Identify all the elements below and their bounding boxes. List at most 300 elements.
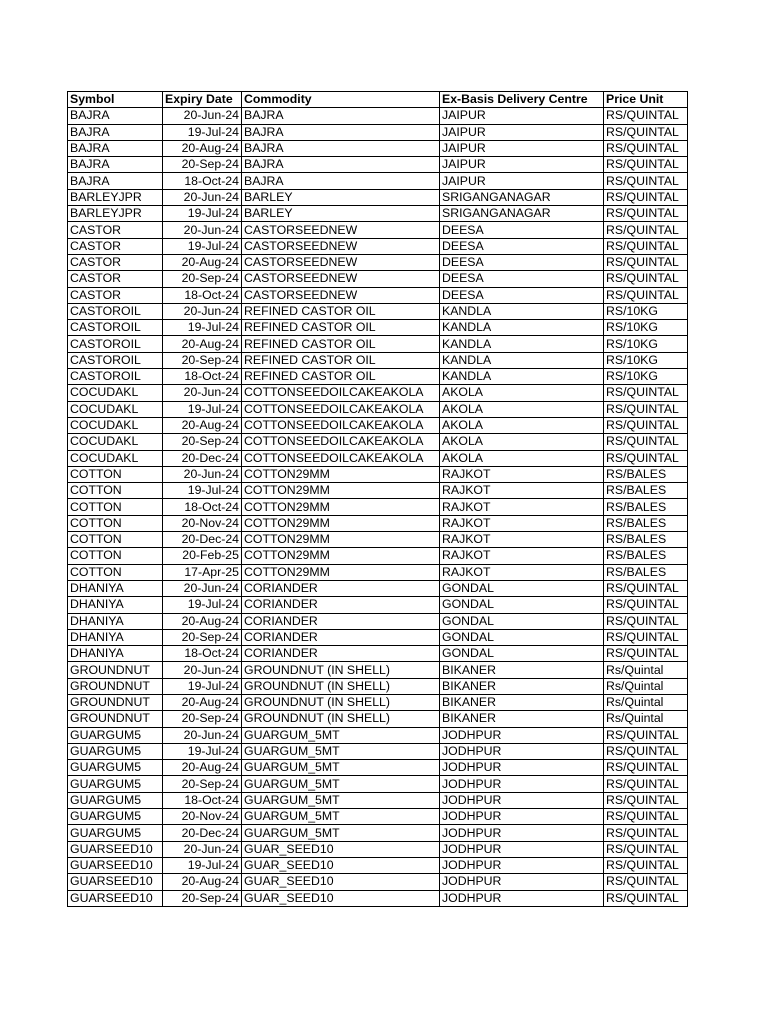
delivery-centre-cell: DEESA xyxy=(440,254,604,270)
table-row xyxy=(68,809,688,825)
table-row xyxy=(68,140,688,156)
expiry-date-cell: 20-Aug-24 xyxy=(163,336,242,352)
price-unit-cell: Rs/Quintal xyxy=(604,662,688,678)
expiry-date-cell: 20-Jun-24 xyxy=(163,662,242,678)
price-unit-cell: Rs/Quintal xyxy=(604,678,688,694)
commodity-cell: COTTON29MM xyxy=(242,564,440,580)
price-unit-cell: RS/QUINTAL xyxy=(604,271,688,287)
table-row xyxy=(68,483,688,499)
commodity-cell: COTTONSEEDOILCAKEAKOLA xyxy=(242,401,440,417)
header-price-unit: Price Unit xyxy=(604,92,688,108)
symbol-cell: BAJRA xyxy=(68,108,163,124)
commodity-cell: GUARGUM_5MT xyxy=(242,760,440,776)
symbol-cell: COCUDAKL xyxy=(68,401,163,417)
table-row xyxy=(68,499,688,515)
commodity-cell: REFINED CASTOR OIL xyxy=(242,369,440,385)
table-row xyxy=(68,515,688,531)
expiry-date-cell: 20-Nov-24 xyxy=(163,809,242,825)
header-expiry-date: Expiry Date xyxy=(163,92,242,108)
expiry-date-cell: 20-Aug-24 xyxy=(163,694,242,710)
delivery-centre-cell: JAIPUR xyxy=(440,173,604,189)
table-row xyxy=(68,580,688,596)
delivery-centre-cell: DEESA xyxy=(440,287,604,303)
commodity-cell: REFINED CASTOR OIL xyxy=(242,336,440,352)
symbol-cell: GROUNDNUT xyxy=(68,694,163,710)
table-row xyxy=(68,694,688,710)
symbol-cell: COCUDAKL xyxy=(68,450,163,466)
price-unit-cell: RS/10KG xyxy=(604,336,688,352)
symbol-cell: CASTOROIL xyxy=(68,352,163,368)
table-header xyxy=(68,92,688,108)
delivery-centre-cell: AKOLA xyxy=(440,385,604,401)
commodity-cell: CORIANDER xyxy=(242,580,440,596)
table-row xyxy=(68,157,688,173)
expiry-date-cell: 20-Sep-24 xyxy=(163,629,242,645)
commodity-cell: REFINED CASTOR OIL xyxy=(242,303,440,319)
table-row xyxy=(68,369,688,385)
commodity-cell: COTTON29MM xyxy=(242,483,440,499)
table-row xyxy=(68,743,688,759)
price-unit-cell: RS/QUINTAL xyxy=(604,417,688,433)
commodity-cell: COTTON29MM xyxy=(242,499,440,515)
delivery-centre-cell: SRIGANGANAGAR xyxy=(440,206,604,222)
table-row xyxy=(68,287,688,303)
price-unit-cell: RS/BALES xyxy=(604,515,688,531)
symbol-cell: DHANIYA xyxy=(68,613,163,629)
table-row xyxy=(68,532,688,548)
commodity-cell: COTTON29MM xyxy=(242,466,440,482)
expiry-date-cell: 18-Oct-24 xyxy=(163,369,242,385)
price-unit-cell: RS/QUINTAL xyxy=(604,401,688,417)
price-unit-cell: RS/QUINTAL xyxy=(604,857,688,873)
delivery-centre-cell: JAIPUR xyxy=(440,124,604,140)
symbol-cell: DHANIYA xyxy=(68,646,163,662)
commodity-cell: COTTON29MM xyxy=(242,515,440,531)
price-unit-cell: RS/BALES xyxy=(604,564,688,580)
delivery-centre-cell: BIKANER xyxy=(440,662,604,678)
delivery-centre-cell: GONDAL xyxy=(440,597,604,613)
symbol-cell: GUARGUM5 xyxy=(68,727,163,743)
commodity-cell: BAJRA xyxy=(242,140,440,156)
delivery-centre-cell: KANDLA xyxy=(440,352,604,368)
symbol-cell: GUARGUM5 xyxy=(68,743,163,759)
symbol-cell: COTTON xyxy=(68,499,163,515)
price-unit-cell: RS/QUINTAL xyxy=(604,776,688,792)
price-unit-cell: RS/QUINTAL xyxy=(604,173,688,189)
commodity-cell: REFINED CASTOR OIL xyxy=(242,352,440,368)
commodity-cell: GUAR_SEED10 xyxy=(242,857,440,873)
symbol-cell: BAJRA xyxy=(68,124,163,140)
delivery-centre-cell: JODHPUR xyxy=(440,776,604,792)
table-row xyxy=(68,320,688,336)
symbol-cell: COCUDAKL xyxy=(68,434,163,450)
delivery-centre-cell: GONDAL xyxy=(440,613,604,629)
price-unit-cell: RS/BALES xyxy=(604,499,688,515)
expiry-date-cell: 19-Jul-24 xyxy=(163,238,242,254)
price-unit-cell: RS/QUINTAL xyxy=(604,825,688,841)
delivery-centre-cell: DEESA xyxy=(440,238,604,254)
expiry-date-cell: 18-Oct-24 xyxy=(163,287,242,303)
commodity-cell: GUARGUM_5MT xyxy=(242,727,440,743)
commodity-cell: GUAR_SEED10 xyxy=(242,874,440,890)
price-unit-cell: RS/10KG xyxy=(604,303,688,319)
commodity-cell: GROUNDNUT (IN SHELL) xyxy=(242,711,440,727)
commodity-cell: GUARGUM_5MT xyxy=(242,743,440,759)
table-row xyxy=(68,108,688,124)
price-unit-cell: RS/QUINTAL xyxy=(604,727,688,743)
symbol-cell: DHANIYA xyxy=(68,629,163,645)
delivery-centre-cell: RAJKOT xyxy=(440,515,604,531)
table-row xyxy=(68,841,688,857)
delivery-centre-cell: JODHPUR xyxy=(440,874,604,890)
price-unit-cell: RS/QUINTAL xyxy=(604,874,688,890)
expiry-date-cell: 20-Aug-24 xyxy=(163,254,242,270)
expiry-date-cell: 20-Sep-24 xyxy=(163,271,242,287)
table-row xyxy=(68,890,688,906)
expiry-date-cell: 20-Dec-24 xyxy=(163,825,242,841)
table-row xyxy=(68,271,688,287)
price-unit-cell: RS/QUINTAL xyxy=(604,809,688,825)
delivery-centre-cell: KANDLA xyxy=(440,336,604,352)
expiry-date-cell: 19-Jul-24 xyxy=(163,320,242,336)
price-unit-cell: RS/BALES xyxy=(604,532,688,548)
symbol-cell: BARLEYJPR xyxy=(68,206,163,222)
expiry-date-cell: 20-Jun-24 xyxy=(163,385,242,401)
delivery-centre-cell: JAIPUR xyxy=(440,108,604,124)
table-row xyxy=(68,613,688,629)
price-unit-cell: RS/QUINTAL xyxy=(604,890,688,906)
commodity-cell: CORIANDER xyxy=(242,646,440,662)
symbol-cell: GUARSEED10 xyxy=(68,841,163,857)
price-unit-cell: RS/QUINTAL xyxy=(604,157,688,173)
price-unit-cell: RS/QUINTAL xyxy=(604,287,688,303)
commodity-cell: GROUNDNUT (IN SHELL) xyxy=(242,662,440,678)
expiry-date-cell: 20-Jun-24 xyxy=(163,222,242,238)
header-commodity: Commodity xyxy=(242,92,440,108)
delivery-centre-cell: JODHPUR xyxy=(440,792,604,808)
expiry-date-cell: 18-Oct-24 xyxy=(163,499,242,515)
commodity-cell: COTTONSEEDOILCAKEAKOLA xyxy=(242,417,440,433)
table-row xyxy=(68,336,688,352)
expiry-date-cell: 20-Dec-24 xyxy=(163,532,242,548)
delivery-centre-cell: JODHPUR xyxy=(440,841,604,857)
commodity-cell: CASTORSEEDNEW xyxy=(242,222,440,238)
delivery-centre-cell: JAIPUR xyxy=(440,157,604,173)
price-unit-cell: RS/QUINTAL xyxy=(604,206,688,222)
expiry-date-cell: 20-Dec-24 xyxy=(163,450,242,466)
expiry-date-cell: 20-Sep-24 xyxy=(163,434,242,450)
symbol-cell: GROUNDNUT xyxy=(68,711,163,727)
table-row xyxy=(68,173,688,189)
table-row xyxy=(68,303,688,319)
delivery-centre-cell: BIKANER xyxy=(440,694,604,710)
symbol-cell: GROUNDNUT xyxy=(68,678,163,694)
table-row xyxy=(68,825,688,841)
price-unit-cell: Rs/Quintal xyxy=(604,694,688,710)
commodity-cell: BAJRA xyxy=(242,124,440,140)
expiry-date-cell: 19-Jul-24 xyxy=(163,401,242,417)
commodity-cell: GROUNDNUT (IN SHELL) xyxy=(242,678,440,694)
header-row xyxy=(68,92,688,108)
table-row xyxy=(68,857,688,873)
delivery-centre-cell: JODHPUR xyxy=(440,727,604,743)
price-unit-cell: RS/BALES xyxy=(604,466,688,482)
contract-table xyxy=(67,91,688,907)
table-row xyxy=(68,646,688,662)
symbol-cell: COTTON xyxy=(68,515,163,531)
commodity-cell: COTTON29MM xyxy=(242,532,440,548)
symbol-cell: GUARGUM5 xyxy=(68,776,163,792)
commodity-cell: GUARGUM_5MT xyxy=(242,809,440,825)
price-unit-cell: RS/BALES xyxy=(604,483,688,499)
symbol-cell: CASTOR xyxy=(68,254,163,270)
expiry-date-cell: 20-Aug-24 xyxy=(163,140,242,156)
expiry-date-cell: 20-Jun-24 xyxy=(163,303,242,319)
expiry-date-cell: 18-Oct-24 xyxy=(163,173,242,189)
table-row xyxy=(68,597,688,613)
expiry-date-cell: 20-Sep-24 xyxy=(163,890,242,906)
expiry-date-cell: 19-Jul-24 xyxy=(163,124,242,140)
price-unit-cell: RS/QUINTAL xyxy=(604,760,688,776)
commodity-cell: BAJRA xyxy=(242,157,440,173)
table-row xyxy=(68,548,688,564)
expiry-date-cell: 19-Jul-24 xyxy=(163,743,242,759)
symbol-cell: GUARGUM5 xyxy=(68,760,163,776)
commodity-cell: GUAR_SEED10 xyxy=(242,841,440,857)
expiry-date-cell: 20-Sep-24 xyxy=(163,157,242,173)
symbol-cell: GUARSEED10 xyxy=(68,857,163,873)
price-unit-cell: RS/QUINTAL xyxy=(604,792,688,808)
table-row xyxy=(68,466,688,482)
table-row xyxy=(68,678,688,694)
price-unit-cell: Rs/Quintal xyxy=(604,711,688,727)
symbol-cell: CASTOROIL xyxy=(68,303,163,319)
symbol-cell: BAJRA xyxy=(68,173,163,189)
table-row xyxy=(68,417,688,433)
commodity-cell: CASTORSEEDNEW xyxy=(242,238,440,254)
table-row xyxy=(68,352,688,368)
table-row xyxy=(68,629,688,645)
price-unit-cell: RS/QUINTAL xyxy=(604,450,688,466)
delivery-centre-cell: RAJKOT xyxy=(440,466,604,482)
delivery-centre-cell: JAIPUR xyxy=(440,140,604,156)
symbol-cell: COTTON xyxy=(68,532,163,548)
delivery-centre-cell: SRIGANGANAGAR xyxy=(440,189,604,205)
commodity-cell: CASTORSEEDNEW xyxy=(242,287,440,303)
commodity-cell: BARLEY xyxy=(242,206,440,222)
delivery-centre-cell: AKOLA xyxy=(440,434,604,450)
table-row xyxy=(68,434,688,450)
symbol-cell: GUARSEED10 xyxy=(68,890,163,906)
table-row xyxy=(68,776,688,792)
commodity-cell: CORIANDER xyxy=(242,613,440,629)
price-unit-cell: RS/QUINTAL xyxy=(604,238,688,254)
delivery-centre-cell: KANDLA xyxy=(440,369,604,385)
table-row xyxy=(68,206,688,222)
delivery-centre-cell: GONDAL xyxy=(440,646,604,662)
expiry-date-cell: 19-Jul-24 xyxy=(163,597,242,613)
commodity-cell: BARLEY xyxy=(242,189,440,205)
price-unit-cell: RS/QUINTAL xyxy=(604,743,688,759)
commodity-cell: GUAR_SEED10 xyxy=(242,890,440,906)
symbol-cell: CASTOR xyxy=(68,238,163,254)
symbol-cell: COTTON xyxy=(68,466,163,482)
expiry-date-cell: 20-Jun-24 xyxy=(163,189,242,205)
symbol-cell: CASTOROIL xyxy=(68,320,163,336)
expiry-date-cell: 20-Aug-24 xyxy=(163,613,242,629)
table-row xyxy=(68,401,688,417)
table-row xyxy=(68,254,688,270)
delivery-centre-cell: GONDAL xyxy=(440,629,604,645)
expiry-date-cell: 20-Sep-24 xyxy=(163,776,242,792)
commodity-cell: REFINED CASTOR OIL xyxy=(242,320,440,336)
expiry-date-cell: 19-Jul-24 xyxy=(163,483,242,499)
delivery-centre-cell: KANDLA xyxy=(440,303,604,319)
table-row xyxy=(68,238,688,254)
delivery-centre-cell: BIKANER xyxy=(440,711,604,727)
symbol-cell: COTTON xyxy=(68,548,163,564)
table-row xyxy=(68,564,688,580)
table-row xyxy=(68,662,688,678)
delivery-centre-cell: BIKANER xyxy=(440,678,604,694)
expiry-date-cell: 17-Apr-25 xyxy=(163,564,242,580)
price-unit-cell: RS/10KG xyxy=(604,320,688,336)
table-row xyxy=(68,874,688,890)
price-unit-cell: RS/QUINTAL xyxy=(604,140,688,156)
price-unit-cell: RS/QUINTAL xyxy=(604,385,688,401)
symbol-cell: BAJRA xyxy=(68,140,163,156)
delivery-centre-cell: JODHPUR xyxy=(440,825,604,841)
price-unit-cell: RS/QUINTAL xyxy=(604,434,688,450)
symbol-cell: CASTOR xyxy=(68,271,163,287)
symbol-cell: COCUDAKL xyxy=(68,417,163,433)
commodity-cell: GROUNDNUT (IN SHELL) xyxy=(242,694,440,710)
expiry-date-cell: 19-Jul-24 xyxy=(163,857,242,873)
commodity-cell: GUARGUM_5MT xyxy=(242,825,440,841)
symbol-cell: GUARGUM5 xyxy=(68,809,163,825)
price-unit-cell: RS/QUINTAL xyxy=(604,189,688,205)
table-row xyxy=(68,792,688,808)
delivery-centre-cell: RAJKOT xyxy=(440,548,604,564)
price-unit-cell: RS/QUINTAL xyxy=(604,254,688,270)
expiry-date-cell: 20-Jun-24 xyxy=(163,841,242,857)
symbol-cell: COTTON xyxy=(68,483,163,499)
symbol-cell: BARLEYJPR xyxy=(68,189,163,205)
price-unit-cell: RS/QUINTAL xyxy=(604,613,688,629)
price-unit-cell: RS/QUINTAL xyxy=(604,629,688,645)
commodity-cell: COTTONSEEDOILCAKEAKOLA xyxy=(242,385,440,401)
symbol-cell: CASTOROIL xyxy=(68,369,163,385)
expiry-date-cell: 20-Aug-24 xyxy=(163,874,242,890)
symbol-cell: DHANIYA xyxy=(68,580,163,596)
commodity-cell: GUARGUM_5MT xyxy=(242,792,440,808)
price-unit-cell: RS/QUINTAL xyxy=(604,222,688,238)
symbol-cell: CASTOR xyxy=(68,222,163,238)
symbol-cell: BAJRA xyxy=(68,157,163,173)
delivery-centre-cell: JODHPUR xyxy=(440,857,604,873)
delivery-centre-cell: JODHPUR xyxy=(440,760,604,776)
price-unit-cell: RS/QUINTAL xyxy=(604,597,688,613)
symbol-cell: CASTOROIL xyxy=(68,336,163,352)
price-unit-cell: RS/QUINTAL xyxy=(604,646,688,662)
delivery-centre-cell: JODHPUR xyxy=(440,809,604,825)
delivery-centre-cell: JODHPUR xyxy=(440,890,604,906)
delivery-centre-cell: AKOLA xyxy=(440,401,604,417)
delivery-centre-cell: GONDAL xyxy=(440,580,604,596)
table-row xyxy=(68,222,688,238)
expiry-date-cell: 20-Jun-24 xyxy=(163,108,242,124)
expiry-date-cell: 20-Feb-25 xyxy=(163,548,242,564)
price-unit-cell: RS/QUINTAL xyxy=(604,841,688,857)
header-symbol: Symbol xyxy=(68,92,163,108)
price-unit-cell: RS/QUINTAL xyxy=(604,580,688,596)
delivery-centre-cell: AKOLA xyxy=(440,417,604,433)
symbol-cell: GUARGUM5 xyxy=(68,825,163,841)
expiry-date-cell: 20-Sep-24 xyxy=(163,352,242,368)
expiry-date-cell: 20-Jun-24 xyxy=(163,580,242,596)
price-unit-cell: RS/10KG xyxy=(604,369,688,385)
delivery-centre-cell: DEESA xyxy=(440,222,604,238)
commodity-cell: COTTON29MM xyxy=(242,548,440,564)
expiry-date-cell: 20-Jun-24 xyxy=(163,727,242,743)
price-unit-cell: RS/10KG xyxy=(604,352,688,368)
header-delivery-centre: Ex-Basis Delivery Centre xyxy=(440,92,604,108)
expiry-date-cell: 18-Oct-24 xyxy=(163,792,242,808)
table-row xyxy=(68,124,688,140)
symbol-cell: DHANIYA xyxy=(68,597,163,613)
price-unit-cell: RS/QUINTAL xyxy=(604,124,688,140)
table-row xyxy=(68,385,688,401)
price-unit-cell: RS/QUINTAL xyxy=(604,108,688,124)
commodity-cell: CORIANDER xyxy=(242,629,440,645)
symbol-cell: GUARSEED10 xyxy=(68,874,163,890)
symbol-cell: CASTOR xyxy=(68,287,163,303)
delivery-centre-cell: RAJKOT xyxy=(440,499,604,515)
expiry-date-cell: 19-Jul-24 xyxy=(163,678,242,694)
commodity-cell: BAJRA xyxy=(242,108,440,124)
table-row xyxy=(68,450,688,466)
commodity-cell: BAJRA xyxy=(242,173,440,189)
expiry-date-cell: 18-Oct-24 xyxy=(163,646,242,662)
delivery-centre-cell: RAJKOT xyxy=(440,483,604,499)
commodity-cell: CASTORSEEDNEW xyxy=(242,254,440,270)
commodity-cell: GUARGUM_5MT xyxy=(242,776,440,792)
delivery-centre-cell: RAJKOT xyxy=(440,532,604,548)
symbol-cell: GUARGUM5 xyxy=(68,792,163,808)
expiry-date-cell: 20-Nov-24 xyxy=(163,515,242,531)
expiry-date-cell: 20-Aug-24 xyxy=(163,417,242,433)
expiry-date-cell: 19-Jul-24 xyxy=(163,206,242,222)
expiry-date-cell: 20-Aug-24 xyxy=(163,760,242,776)
commodity-cell: CASTORSEEDNEW xyxy=(242,271,440,287)
expiry-date-cell: 20-Sep-24 xyxy=(163,711,242,727)
commodity-cell: COTTONSEEDOILCAKEAKOLA xyxy=(242,450,440,466)
table-body xyxy=(68,108,688,907)
symbol-cell: COTTON xyxy=(68,564,163,580)
expiry-date-cell: 20-Jun-24 xyxy=(163,466,242,482)
delivery-centre-cell: KANDLA xyxy=(440,320,604,336)
commodity-cell: CORIANDER xyxy=(242,597,440,613)
price-unit-cell: RS/BALES xyxy=(604,548,688,564)
delivery-centre-cell: RAJKOT xyxy=(440,564,604,580)
delivery-centre-cell: JODHPUR xyxy=(440,743,604,759)
commodity-cell: COTTONSEEDOILCAKEAKOLA xyxy=(242,434,440,450)
symbol-cell: GROUNDNUT xyxy=(68,662,163,678)
table-row xyxy=(68,727,688,743)
symbol-cell: COCUDAKL xyxy=(68,385,163,401)
table-row xyxy=(68,189,688,205)
delivery-centre-cell: AKOLA xyxy=(440,450,604,466)
